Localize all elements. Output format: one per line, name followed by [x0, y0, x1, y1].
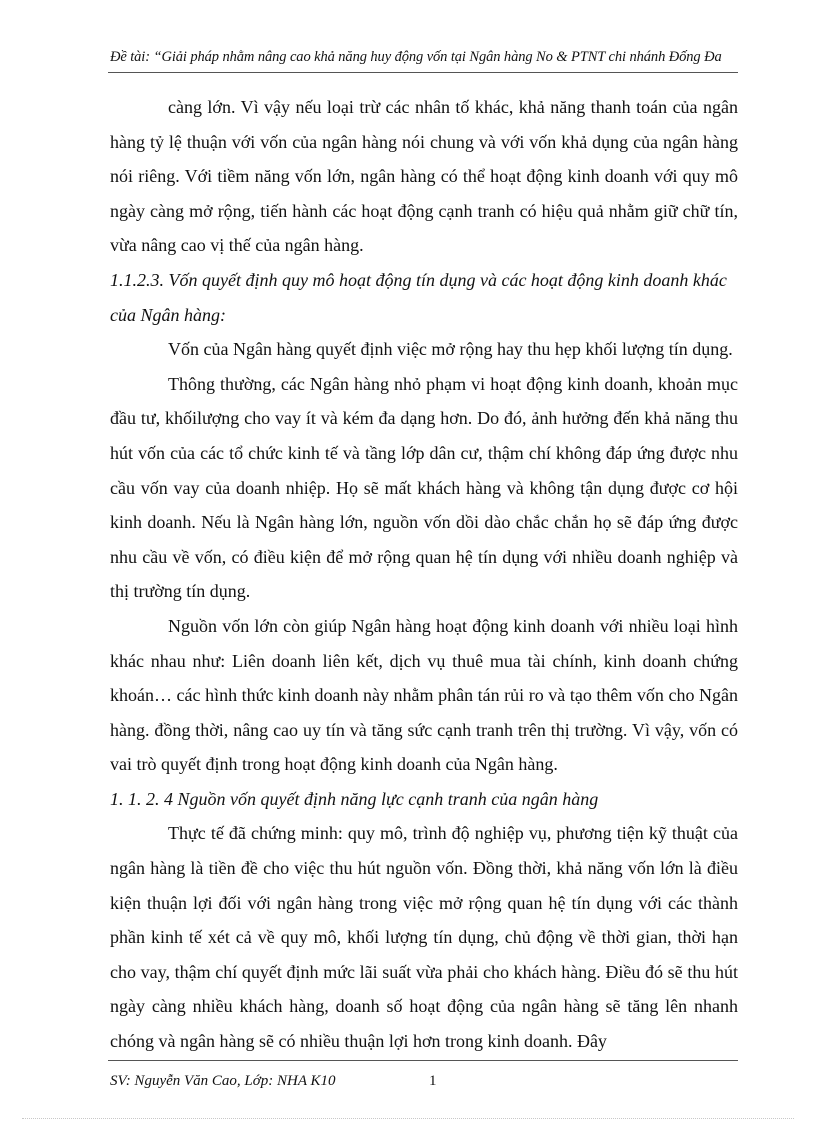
page-number: 1 [429, 1073, 437, 1089]
header-divider [108, 72, 738, 73]
page-edge-divider [22, 1118, 794, 1119]
document-body [110, 90, 738, 1059]
paragraph: Nguồn vốn lớn còn giúp Ngân hàng hoạt động kinh doanh với nhiều loại hình khác nhau như: Liên doanh liên kết, dịch vụ thuê mua tài chính, kinh doanh chứng khoán… các hình thức kinh doanh này nhằm phân tán rủi ro và tạo thêm vốn cho Ngân hàng. đồng thời, nâng cao uy tín và tăng sức cạnh tranh trên thị trường. Vì vậy, vốn có vai trò quyết định trong hoạt động kinh doanh của Ngân hàng. [110, 615, 738, 775]
footer-author: SV: Nguyễn Văn Cao, Lớp: NHA K10 [110, 1073, 336, 1089]
paragraph-continuation: càng lớn. Vì vậy nếu loại trừ các nhân tố khác, khả năng thanh toán của ngân hàng tỷ lệ thuận với vốn của ngân hàng nói chung và với vốn khả dụng của ngân hàng nói riêng. Với tiềm năng vốn lớn, ngân hàng có thể hoạt động kinh doanh với quy mô ngày càng mở rộng, tiến hành các hoạt động cạnh tranh có hiệu quả nhằm giữ chữ tín, vừa nâng cao vị thế của ngân hàng. [110, 97, 738, 256]
footer-divider [108, 1060, 738, 1061]
running-header: Đề tài: “Giải pháp nhằm nâng cao khả năng huy động vốn tại Ngân hàng No & PTNT chi nhánh Đống Đa [110, 49, 722, 65]
paragraph: Thực tế đã chứng minh: quy mô, trình độ nghiệp vụ, phương tiện kỹ thuật của ngân hàng là tiền đề cho việc thu hút nguồn vốn. Đồng thời, khả năng vốn lớn là điều kiện thuận lợi đối với ngân hàng trong việc mở rộng quan hệ tín dụng với các thành phần kinh tế xét cả về quy mô, khối lượng tín dụng, chủ động về thời gian, thời hạn cho vay, thậm chí quyết định mức lãi suất vừa phải cho khách hàng. Điều đó sẽ thu hút ngày càng nhiều khách hàng, doanh số hoạt động của ngân hàng sẽ tăng lên nhanh chóng và ngân hàng sẽ có nhiều thuận lợi hơn trong kinh doanh. Đây [110, 823, 738, 1052]
paragraph: Thông thường, các Ngân hàng nhỏ phạm vi hoạt động kinh doanh, khoản mục đầu tư, khốilượng cho vay ít và kém đa dạng hơn. Do đó, ảnh hưởng đến khả năng thu hút vốn của các tổ chức kinh tế và tầng lớp dân cư, thậm chí không đáp ứng được nhu cầu vốn vay của doanh nhiệp. Họ sẽ mất khách hàng và không tận dụng được cơ hội kinh doanh. Nếu là Ngân hàng lớn, nguồn vốn dồi dào chắc chắn họ sẽ đáp ứng được nhu cầu về vốn, có điều kiện để mở rộng quan hệ tín dụng với nhiều doanh nghiệp và thị trường tín dụng. [110, 373, 738, 602]
section-heading-1-1-2-4: 1. 1. 2. 4 Nguồn vốn quyết định năng lực cạnh tranh của ngân hàng [110, 788, 599, 809]
paragraph: Vốn của Ngân hàng quyết định việc mở rộng hay thu hẹp khối lượng tín dụng. [168, 339, 733, 360]
section-heading-1-1-2-3: 1.1.2.3. Vốn quyết định quy mô hoạt động tín dụng và các hoạt động kinh doanh khác của Ngân hàng: [110, 269, 727, 325]
